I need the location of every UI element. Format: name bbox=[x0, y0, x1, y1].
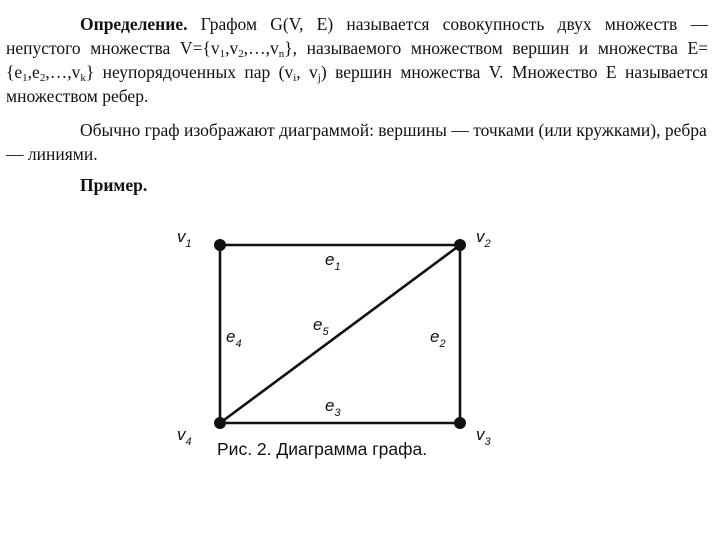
definition-line-1: Графом G(V, E) называется совокупность двух множеств bbox=[187, 14, 678, 34]
figure-caption: Рис. 2. Диаграмма графа. bbox=[217, 439, 428, 459]
usually-line-2: кружками), ребра — линиями. bbox=[6, 120, 707, 164]
subscript: k bbox=[80, 72, 86, 84]
example-heading-paragraph bbox=[6, 173, 708, 197]
definition-text: ,e bbox=[27, 62, 40, 82]
subscript: 2 bbox=[39, 72, 46, 84]
definition-text: Множество E называется множеством ребер. bbox=[6, 62, 709, 106]
subscript: i bbox=[293, 72, 297, 84]
subscript: j bbox=[317, 72, 321, 84]
vertex-label-v3: $v_3$ bbox=[476, 425, 491, 448]
subscript: n bbox=[278, 48, 285, 60]
edge-label-e2: $e_2$ bbox=[430, 327, 446, 350]
definition-text: ) вершин множества V. bbox=[320, 62, 504, 82]
definition-text: ,…,v bbox=[243, 38, 279, 58]
edge-label-e4: $e_4$ bbox=[226, 327, 242, 350]
definition-text: } неупорядоченных пар (v bbox=[85, 62, 294, 82]
definition-text: ,…,v bbox=[45, 62, 81, 82]
subscript: 2 bbox=[238, 48, 244, 60]
graph-diagram bbox=[165, 215, 505, 455]
vertex-label-v2: $v_2$ bbox=[476, 227, 491, 250]
edge-label-e5: $e_5$ bbox=[313, 315, 329, 338]
vertex-label-v4: $v_4$ bbox=[177, 425, 192, 448]
vertex-v3 bbox=[454, 417, 466, 429]
subscript: 1 bbox=[219, 48, 226, 60]
definition-text: }, называемого множеством вершин и bbox=[284, 38, 589, 58]
edge-label-e1: $e_1$ bbox=[325, 250, 341, 273]
usually-line-1: Обычно граф изображают диаграммой: вершины — точками (или bbox=[80, 120, 572, 140]
vertex-v4 bbox=[214, 417, 226, 429]
definition-term: Определение. bbox=[80, 14, 188, 34]
definition-paragraph bbox=[6, 12, 708, 108]
vertex-v1 bbox=[214, 239, 226, 251]
definition-text: множества E= {e bbox=[6, 38, 709, 82]
usually-paragraph bbox=[6, 118, 708, 166]
definition-text: ,v bbox=[225, 38, 239, 58]
definition-text: , v bbox=[296, 62, 318, 82]
subscript: 1 bbox=[22, 72, 28, 84]
vertex-v2 bbox=[454, 239, 466, 251]
vertex-label-v1: $v_1$ bbox=[177, 227, 192, 250]
edge-label-e3: $e_3$ bbox=[325, 396, 341, 419]
example-heading: Пример. bbox=[80, 175, 148, 195]
definition-text: — непустого множества V={v bbox=[6, 14, 708, 58]
